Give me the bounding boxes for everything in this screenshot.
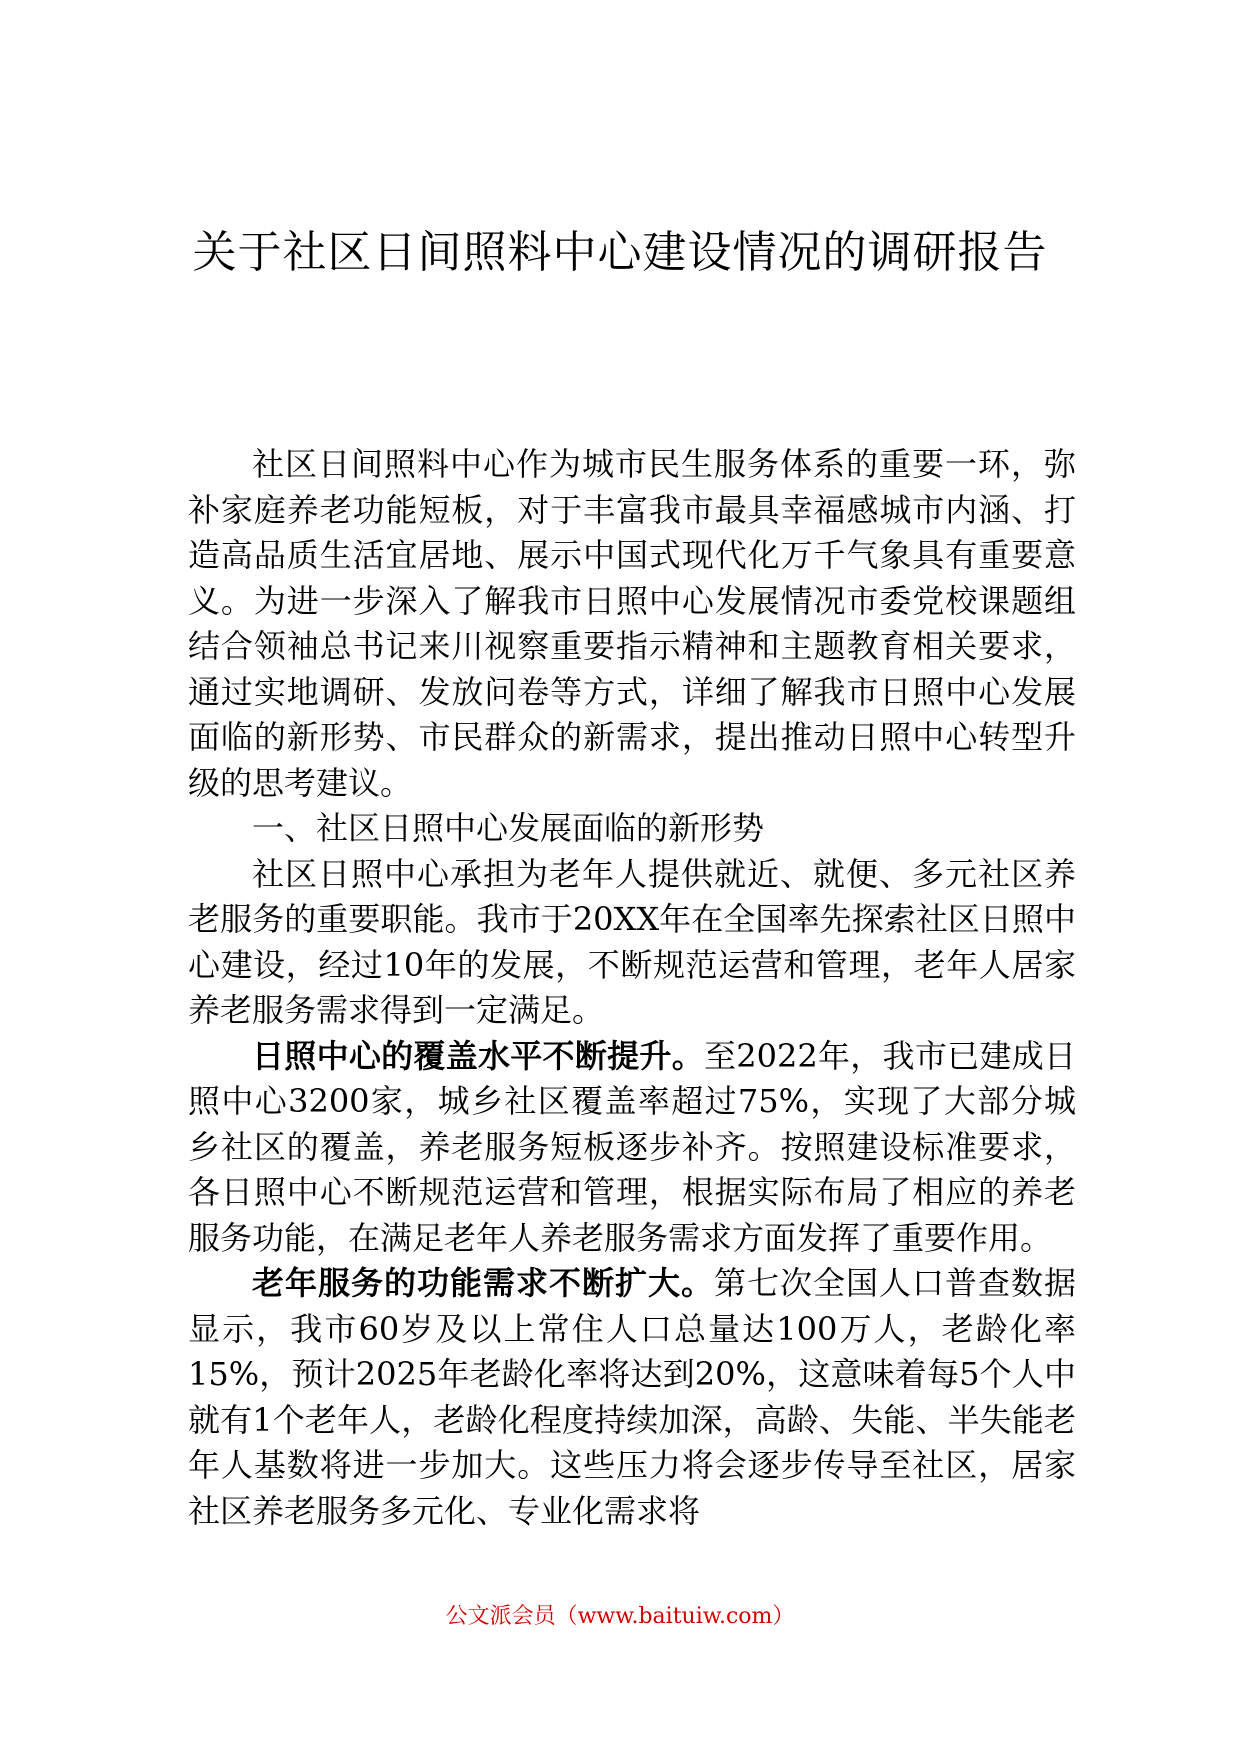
paragraph-text: 至2022年，我市已建成日照中心3200家，城乡社区覆盖率超过75%，实现了大部分城乡社区的覆盖，养老服务短板逐步补齐。按照建设标准要求，各日照中心不断规范运营和管理，根据实际布局了相应的养老服务功能，在满足老年人养老服务需求方面发挥了重要作用。	[188, 1036, 1076, 1257]
paragraph-intro	[188, 442, 1076, 806]
paragraph-text: 第七次全国人口普查数据显示，我市60岁及以上常住人口总量达100万人，老龄化率15%，预计2025年老龄化率将达到20%，这意味着每5个人中就有1个老年人，老龄化程度持续加深，高龄、失能、半失能老年人基数将进一步加大。这些压力将会逐步传导至社区，居家社区养老服务多元化、专业化需求将	[188, 1264, 1076, 1530]
paragraph-lead: 日照中心的覆盖水平不断提升。	[252, 1036, 704, 1075]
paragraph-demand	[188, 1261, 1076, 1534]
paragraph-coverage	[188, 1034, 1076, 1262]
footer-watermark: 公文派会员（www.baituiw.com）	[445, 1604, 795, 1629]
paragraph-text: 社区日间照料中心作为城市民生服务体系的重要一环，弥补家庭养老功能短板，对于丰富我市最具幸福感城市内涵、打造高品质生活宜居地、展示中国式现代化万千气象具有重要意义。为进一步深入了解我市日照中心发展情况市委党校课题组结合领袖总书记来川视察重要指示精神和主题教育相关要求，通过实地调研、发放问卷等方式，详细了解我市日照中心发展面临的新形势、市民群众的新需求，提出推动日照中心转型升级的思考建议。	[188, 445, 1076, 802]
section-heading-text: 一、社区日照中心发展面临的新形势	[252, 809, 765, 847]
document-body	[188, 442, 1076, 1534]
paragraph-text: 社区日照中心承担为老年人提供就近、就便、多元社区养老服务的重要职能。我市于20XX年在全国率先探索社区日照中心建设，经过10年的发展，不断规范运营和管理，老年人居家养老服务需求得到一定满足。	[188, 854, 1076, 1029]
paragraph-situation	[188, 852, 1076, 1034]
paragraph-lead: 老年服务的功能需求不断扩大。	[252, 1264, 714, 1302]
document-title: 关于社区日间照料中心建设情况的调研报告	[192, 227, 1048, 278]
section-heading	[188, 806, 1076, 852]
